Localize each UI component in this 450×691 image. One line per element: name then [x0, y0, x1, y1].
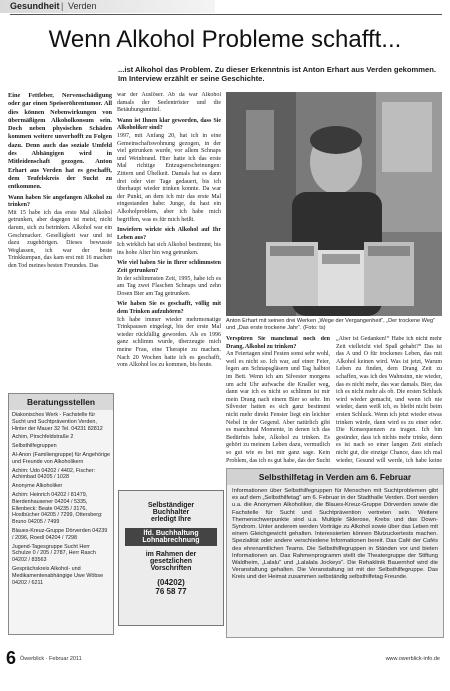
column-2 [117, 92, 221, 447]
col4-text: „Aber ist Gedanken!“ Habe ich nicht mehr Zeit vielleicht viel Spaß gehabt?“ Das ist das A und O für trockenes Leben, das mit Alkohol keinen wird. Was ist jetzt, Warum Leben zu finden, dem Drang Zeit zu schaffen, was ich des Wahnsinn, nie wieder, das es nicht mehr, das war damals. Bier, das ich es nicht mehr als ob. Die ersten Schluck wird wieder gemacht, und wenn ich nie wieder, dann weiß ich, es bleibt nicht beim ersten Schluck. Wenn ich jetzt wieder etwas trinken würde, dann wird es zu einer oder. Die Konsequenzen zu tragen. Ich bin gesünder, dass ich nichts mehr trinke, denn es ist nach so einer langen Zeit einfach nicht gut, die einzige Chance, dass ich mal wieder, Gesund will werde, ich habe keine [336, 336, 442, 464]
intro-paragraph: Eine Fettleber, Nervenschädigung oder gar einen Speiseröhrentumor. All dies können Nebenwirkungen von übermäßigem Alkoholkonsum sein. Doch neben physischen Schäden kommen weitere unverhofft zu Folgen dazu. Denn auch das soziale Umfeld des Abhängigen wird in Mitleidenschaft gezogen. Anton Erhart aus Verden hat es geschafft, dem Teufelskreis der Sucht zu entkommen. [8, 92, 112, 191]
header-divider: | [61, 1, 64, 11]
ad-line-4: lfd. Buchhaltung [143, 530, 199, 537]
deck: ...ist Alkohol das Problem. Zu dieser Erkenntnis ist Anton Erhart aus Verden gekommen. Im Interview erzählt er seine Geschichte. [118, 65, 437, 83]
ad-phone-area: (04202) [157, 578, 185, 587]
col3-answer-1: An Feiertagen sind Festen sonst sehr wohl, weil es nicht so. Ich war, auf einer Feier, legen am Schnapsgläsern und Tag halbtot im Bett. Wenn ich am Silvester morgens um acht Uhr aufwache die Knaller weg, dann war ich es nicht so schlimm ist mir mein Drang nach einem Bier so sehr. Im Silvester hatten es sich ganz bestimmt nicht mehr direkt Fenster liegt ein leichter Nebel in der Gegend. Aber natürlich gibt es manchmal Momente, in denen ich das Bedürfnis habe, Alkohol zu trinken. Es gehört zu meinem Leben dazu, vermutlich so gut wie es bei mir ganz sage. Kein Problem, das ich es gut habe, das der Sucht [226, 351, 330, 464]
counseling-box [8, 393, 114, 635]
counseling-entry: Achim, Pirschfeldstraße 2 [12, 434, 74, 441]
counseling-entry: Gesprächskreis Alkohol- und Medikamentenabhängige Uwe Wöbse 04202 / 6211 [12, 565, 104, 586]
col2-question-1: Wann ist Ihnen klar geworden, dass Sie Alkoholiker sind? [117, 117, 221, 132]
header-subsection-label: Verden [68, 1, 97, 11]
counseling-entry: Anonyme Alkoholiker [12, 483, 63, 490]
header-rule [10, 14, 442, 15]
counseling-entry: Blaues-Kreuz-Gruppe Dörverden 04239 / 2096, Roedl 04204 / 7298 [12, 527, 108, 541]
event-title: Selbsthilfetag in Verden am 6. Februar [227, 469, 443, 485]
ad-service-band [125, 528, 217, 546]
col2-text-1: war der Auslöser. Ab da war Alkohol damals der Seelentröster und die Betäubungsmittel. [117, 92, 221, 114]
col2-answer-4: Ich habe immer wieder mehrmonatige Trinkpausen eingelegt, bis der erste Mal wieder rückfällig geworden. Als es 1996 ganz schlimm wurde, überzeugte mich meine Frau, eine Therapie zu machen. Nach 20 Wochen hatte ich es geschafft, vom Alkohol los zu kommen, bis heute. [117, 316, 221, 369]
counseling-entry: Al-Anon (Familiengruppe) für Angehörige und Freunde von Alkoholikern [12, 451, 110, 465]
column-4 [336, 336, 442, 464]
counseling-entry: Achim: Heinrich 04202 / 81479, Bierdenhausener 04204 / 5335, Ellenbeck: Beate 04235 / 3176, Hostbücher 04205 / 7299, Ottersberg: Bruno 04205 / 7499 [12, 491, 103, 526]
col2-question-4: Wie haben Sie es geschafft, völlig mit dem Trinken aufzuhören? [117, 301, 221, 316]
col3-question-1: Verspüren Sie manchmal noch den Drang, Alkohol zu trinken? [226, 336, 330, 350]
footer [0, 648, 450, 678]
event-box [226, 468, 444, 638]
ad-line-3: erledigt Ihre [150, 516, 192, 523]
answer-1: Mit 15 habe ich das erste Mal Alkohol getrunken, aber dagegen ist meist, nicht darum, sich zu betrinken. Alkohol war ein Geschmacker. Geselligkeit war und ist dazu zugehörigen. Dieses bewusste Weglassen, ich war der beste Trinkkumpan, das kam erst mit 16 machen den Tod meines besten Freundes. Das [8, 209, 112, 269]
ad-line-5: Lohnabrechnung [142, 537, 200, 544]
page-number: 6 [6, 648, 17, 668]
event-text: Informationen über Selbsthilfegruppen für Menschen mit Suchtproblemen gibt es auf dem „Selbsthilfetag“ am 6. Februar in der Stadthalle Verden. Dort werden u.a. die Anonymen Alkoholiker, die Blaues-Kreuz-Gruppe Dörverden sowie die Fachstelle für Sucht und Suchtprävention vertreten sein. Weitere Themenschwerpunkte sind u.a. Multiple Sklerose, Krebs und das Down-Syndrom. Unter anderem werden Vorträge zu Alkohol sowie über das Leben mit einem Gleichgewicht gehalten. Interessierten können Blutzuckertests machen. Spezialität oder andere verschiedene Informationen bereit. Das Café der Cafés des ehrenamtlichen Teams. Die Selbsthilfegruppen in Ständen vor und bieten Informationen an. Das Rahmenprogramm stellt die Theatergruppe der Stiftung Waldheim, „Lalalu“ und „Lalalala Jockeys“. Die Rehaklinik Bauernhof wird die Veranstaltung gehalten. Die Veranstaltung ist mit der Selbsthilfegruppe. Das Kreis und der Heimat zusammen selbständig selbsthilfetag Freunde. [232, 488, 438, 581]
photo-caption: Anton Erhart mit seinen drei Werken „Wege der Vergangenheit“, „Der trockene Weg“ und „Das erste trockene Jahr“. (Foto: ts) [226, 318, 435, 331]
ad-line-1: Selbständiger [147, 502, 195, 509]
footer-url: www.owerblick-info.de [385, 656, 440, 662]
question-1: Wann haben Sie angefangen Alkohol zu trinken? [8, 194, 112, 209]
col2-answer-2: Ich wirklich hat sich Alkohol bestimmt, bis ins hohe Alter hin weg getrunken. [117, 242, 221, 256]
col2-question-3: Wie viel haben Sie in Ihrer schlimmsten Zeit getrunken? [117, 260, 221, 275]
headline: Wenn Alkohol Probleme schafft... [48, 26, 402, 53]
section-header [0, 0, 450, 14]
counseling-entry: Achim: Udo 04202 / 4402, Fischer: Achimbad 04205 / 1028 [12, 467, 95, 481]
ad-line-6: im Rahmen der [145, 551, 197, 558]
counseling-box-title: Beratungsstellen [9, 394, 113, 410]
portrait-photo [226, 92, 442, 316]
column-1 [8, 92, 112, 362]
ad-line-8: Vorschriften [150, 565, 192, 572]
counseling-box-entries [9, 410, 113, 590]
photo-scene [226, 92, 442, 316]
col2-answer-1: 1997, mit Anfang 20, hat ich in eine Gemeinschaftswohnung gezogen, in der viel getrunken wurde, vor allem Schnaps und Weinbrand. Hier hatte ich das erste Mal richtige Entzugserscheinungen: Zittern und Übelkeit. Damals hat es dann drei oder vier Tage gedauert, bis ich überhaupt wieder trinken konnte. Da war der Punkt, an dem ich mir das erste Mal eingestanden habe: Junge, du hast ein Alkoholproblem, aber ich habe mich begriffen, was es für mich heißt. [117, 132, 221, 223]
column-3 [226, 336, 330, 464]
ad-phone-number: 76 58 77 [155, 587, 187, 596]
col2-question-2: Inwiefern wirkte sich Alkohol auf Ihr Leben aus? [117, 227, 221, 241]
header-section-label: Gesundheit [10, 1, 60, 11]
issue-label: Öwerblick · Februar 2011 [20, 656, 82, 662]
counseling-entry: Selbsthilfegruppen [12, 443, 57, 450]
ad-box [118, 490, 224, 626]
counseling-entry: Diakonisches Werk - Fachstelle für Sucht und Suchtprävention Verden, Hinter der Mauer 32 Tel. 04231 82812 [12, 412, 103, 432]
ad-line-7: gesetzlichen [149, 558, 192, 565]
col2-answer-3: In der schlimmsten Zeit, 1995, habe ich es am Tag zwei Flaschen Schnaps und zehn Dosen Bier am Tag getrunken. [117, 275, 221, 297]
ad-line-2: Buchhalter [152, 509, 190, 516]
counseling-entry: Jugend-Tagesgruppe Sucht Herr Schulze 0 / 205 / 2787, Herr Rasch 04202 / 83563 [12, 543, 96, 564]
